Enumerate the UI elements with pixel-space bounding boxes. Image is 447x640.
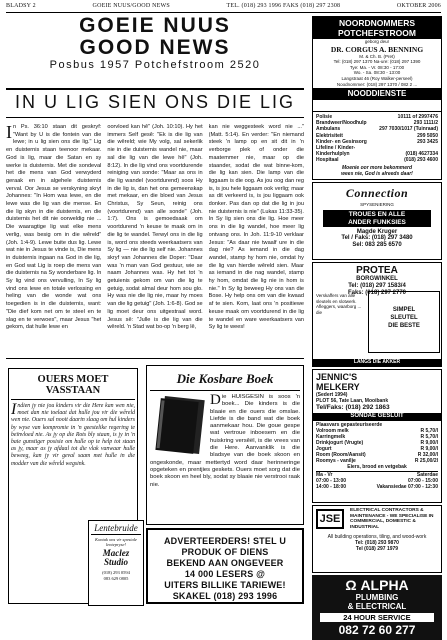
lentebruide-advert: [88, 520, 144, 606]
article-headline: IN U LIG SIEN ONS DIE LIG: [14, 92, 296, 112]
connection-advert: Connection SPYSENIERING TROUES EN ALLE ANDER FUNKSIES Magde Kruger Tel / Faks: (018) 297 3480 Sel: 083 285 6570: [312, 182, 442, 260]
jse-logo: JSE: [316, 509, 344, 529]
page-number: BLADSY 2: [6, 3, 36, 9]
lente-studio-name: Maclez Studio: [102, 548, 130, 567]
table-note: Moenie oor more bekommerd wees nie, God is alreeds daar!: [341, 164, 413, 177]
connection-logo: Connection: [345, 186, 409, 200]
table-row: Ambulans 297 7030/1017 (Tuinraad): [316, 126, 438, 133]
dropcap: D: [210, 392, 221, 408]
alpha-logo: Ω ALPHA: [345, 577, 409, 593]
lente-sub: Kontak ons vir spesiale lentepryse!: [94, 537, 138, 547]
article-column-1: I n Ps. 36:10 staan dit geskryf: "Want by U is die fontein van die lewe; in u lig sien ons die lig." Lig en duisternis staan teenoor mekaar. God is lig, maar die Satan en sy werke is duisternis. Met die sondeval het die mens van God verwyderd geraak en in algehele duisternis verval. Oor Jesus se verskyning skryf Johannes: "In Hom was lewe, en die lewe was die lig van die mense. En die lig skyn in die duisternis, en die duisternis het dit nie oorweldig nie ... Die waaragtige lig wat elke mens verlig, was besig om in die wêreld" (Joh. 1:4-9). Lewe buite dus lig. Lewe wat nie in Jesus te vinde is, Die mens in duisternis ingaan na God in die lig, en God wat Lig is roep die mens van die duisternis na Sy wonderbare lig. In Sy lig vind ons vervulling, In Sy lig vind ons lewe en totale verlossing en heling van die wonde wat ons toegedien is in die duisternis, want: "Die dief kom net om te steel en te slag en te verwoes", maar Jesus "het gekom, dat hulle lewe en: [6, 124, 102, 331]
omega-icon: Ω: [345, 577, 357, 593]
noordnommers-head: NOORDNOMMERS POTCHEFSTROOM: [313, 17, 441, 39]
hours-header: Ma - Vr Saterdae: [316, 472, 438, 479]
page-header: [6, 3, 441, 13]
boek-body: Die HUISGESIN is soos 'n boek... Die kinders is die blaaie en die ouers die omslae. Liefde is die band wat die boek aanmekaar hou. Die goue gespe wat vertroue inboesem en die huiskring versêël, is die vrees van die Here. Aanvanklik is die bladsye van die boek skoon en ongeskonde, maar mettertyd word daar herinneringe opgeteken en prentjies geskets. Ouers moet sorg dat die boek skoon en heel bly, sodat sy blaaie nie verstrooi raak nie.: [150, 392, 300, 488]
alpha-plumbing-advert: Ω ALPHA PLUMBING & ELECTRICAL 24 HOUR SERVICE 082 72 60 277: [312, 575, 442, 640]
adverteerders-advert: ADVERTEERDERS! STEL U PRODUK OF DIENS BEKEND AAN ONGEVEER 14 000 LESERS @ UITERS BILLIKE TARIEWE! SKAKEL (018) 293 1996: [146, 528, 304, 604]
book-icon: [150, 394, 206, 456]
protea-description: Verskaffers van alle sleutels en slotwerk. Afleggers, waarborg ... die: [316, 293, 362, 315]
table-row: Polisie 10111 of 2997476: [316, 114, 438, 120]
price-row: Volroom melk R 5,70/l: [316, 427, 438, 434]
hours-row: 14:00 - 18:00 Vakansiedae 07:00 - 12:30: [316, 484, 438, 491]
table-row: Lifeline / Kinder-: [316, 145, 356, 152]
protea-advert: PROTEA BORGWINKEL Tel: (018) 297 1583/4 Faks: (018) 297 2770 Verskaffers van alle sleutels en slotwerk. Afleggers, waarborg ... die SIMPEL SLEUTEL DIE BESTE LANGS DIE AKKER: [312, 262, 442, 367]
dropcap: I: [11, 401, 17, 418]
article-column-3: kan nie weggesteek word nie ..." (Matt. 5:14). En verder: "En niemand steek 'n lamp op en sit dit in 'n verborge plek of onder die maatemmer nie, maar op die staander, sodat die wat binne-kom, die lig kan sien. Die lamp van die liggaam is die oog. As jou oog dan reg is, is jou hele liggaam ook verlig; maar as dit verkeerd is, is jou liggaam ook donker. Pas dan op dat die lig in jou nie duisternis is nie" (Lukas 11:33-35). In Sy lig sien ons die lig. Hoe meer ons in die lig wandel, hoe meer lig ontvang ons. In Joh. 11:9-10 verklaar Jesus: "As daar nie twaalf ure in die dag nie? As iemand in die dag wandel, stamp hy hom nie, omdat hy die lig van hierdie wêreld sien. Maar as iemand in die nag wandel, stamp hy hom, omdat die lig nie in hom is nie." In Sy lig beweeg Hy ons van die Bose. Hy help ons om van die kwaad af te sien. Kom, laat ons 'n positiewe keuse maak om voortdurend in die lig te wandel en ware weerkaatsers van Sy lig te wees!: [208, 124, 304, 331]
ouers-text: Indien jy nie jou kinders vir die Here kan wen nie, moet dan nie toelaat dat hulle jou vir die wêreld wen nie. Ouers sal nooit daarin slaag om hul kinders by wyse van kompromie in 'n geestelike regering te beïnvloed nie. As jy op die Rots bly staan, is jy in 'n baie gunstiger posisie om hulle op te help tot staan as jy, maar as jy afdaal tot die vlak vanwaar hulle beweeg, kan jy vir geval saam met hulle in die modder van die wêreld wegsink.: [11, 401, 135, 467]
connection-band: TROUES EN ALLE ANDER FUNKSIES: [323, 210, 431, 227]
nooddienste-head: NOODDIENSTE: [313, 88, 441, 100]
emergency-numbers-table: [312, 112, 442, 180]
article-body: [6, 124, 304, 356]
right-column: [312, 16, 442, 640]
paper-name: GOEIE NUUS/GOOD NEWS: [92, 3, 170, 9]
contact-numbers: TEL. (018) 293 1996 FAKS (018) 297 2308: [226, 3, 341, 9]
price-row: Jogurt R 9,00/l: [316, 445, 438, 452]
dropcap: I: [6, 124, 12, 142]
price-row: Karringmelk R 5,70/l: [316, 433, 438, 440]
doctor-name: DR. CORGUS A. BENNING: [330, 44, 424, 54]
table-row: Kinder- en Gesinsorg 293 3425: [316, 138, 438, 145]
masthead-title-afrikaans: GOEIE NUUS: [79, 14, 231, 37]
table-row: Kinderhulplyn (018) 4627334: [316, 151, 438, 158]
issue-date: OKTOBER 2006: [396, 3, 441, 9]
jse-advert: JSE ELECTRICAL CONTRACTORS & MAINTENANCE - WE SPECIALISE IN COMMERCIAL, DOMESTIC & INDUSTRIAL All building operations, tiling, and wood-work Tel: (018) 293 9870 Tel (018) 297 1979: [312, 505, 442, 573]
price-row: Room (Room/Aansit) R 32,00/l: [316, 451, 438, 458]
boek-title: Die Kosbare Boek: [150, 369, 300, 391]
masthead-address: Posbus 1957 Potchefstroom 2520: [49, 59, 261, 71]
divider: [6, 117, 304, 118]
masthead: [6, 15, 304, 72]
protea-title: PROTEA: [356, 265, 398, 276]
lente-phone: (018) 293 0594 083 629 0805: [102, 570, 130, 581]
protea-logo: SIMPEL SLEUTEL DIE BESTE: [368, 291, 440, 353]
divider: [6, 88, 304, 90]
table-row: Hospitaal (018) 293 4600: [316, 157, 438, 164]
masthead-title-english: GOOD NEWS: [79, 36, 231, 59]
table-row: Elektrisiteit 299 5050: [316, 132, 438, 139]
ouers-title: OUERS MOET VASSTAAN: [11, 371, 135, 400]
divider: [6, 358, 304, 359]
article-column-2: oorvloed kan hê" (Joh. 10:10). Hy het immers Self gesê: "Ek is die lig van die wêreld; wie My volg, sal sekerlik nie in die duisternis wandel nie, maar sal die lig van die lewe hê" (Joh. 8:12). In die lig vind ons voortdurende reiniging van sonde: "Maar as ons in die lig wandel (voortdurend) soos Hy in die lig is, dan het ons gemeenskap met mekaar, en die bloed van Jesus Christus, Sy Seun, reinig ons (voortdurend) van alle sonde" (Joh. 1:7). Ons is gemoedsaak om voortdurend 'n keuse te maak om in die lig te wandel. Terwyl ons in die lig is, word ons steeds weerkaatsers van Sy lig — nie die lig self nie. Johannes skryf van Johannes die Doper: "Daar was 'n man van God gestuur, wie se naam Johannes was. Hy het tot 'n getuienis gekom om van die lig te getuig, sodat almal deur hom sou glo. Hy was nie die lig nie, maar hy moes van die lig getuig" (Joh. 1:6-8). God se lig moet deur ons uitgestraal word. Jesus sê: "Julle is die lig van die wêreld. 'n Stad wat bo-op 'n berg lê,: [107, 124, 203, 331]
price-row: Drinkjogurt (Vrugte) R 9,00/l: [316, 439, 438, 446]
table-row: Brandweer/Noodhulp 293 1111/2: [316, 120, 438, 127]
hours-row: 07:00 - 13:00 07:00 - 15:00: [316, 478, 438, 485]
jennics-melkery-advert: JENNIC'S MELKERY (Sedert 1994) PLOT 56, Tate Laan, Mooibank Tel/Faks: (018) 292 1863 SONDAE GESLUIT Plaasvars gepasteuriseerde Volroom melk R 5,70/l Karringmelk R 5,70/l Drinkjogurt (Vrugte) R 9,00/l Jogurt R 9,00/l Room (Room/Aansit) R 32,00/l Roomys - vanilje R 25,00/2l Eiers, brood en vetgebak Ma - Vr Saterdae 07:00 - 13:00 07:00 - 15:00 14:00 - 18:00 Vakansiedae 07:00 - 12:30: [312, 369, 442, 503]
lente-title: Lentebruide: [91, 523, 141, 535]
price-row: Roomys - vanilje R 25,00/2l: [316, 457, 438, 464]
jennic-title: JENNIC'S MELKERY: [316, 372, 360, 392]
noordnommers-box: NOORDNOMMERS POTCHEFSTROOM geborg deur DR. CORGUS A. BENNING M. & Ch. B. (Pret) Tel: (018) 297 1370 Na-ure: (018) 297 1390 Tye: Ma. - Vr. 08:30 - 17:00 Wo. - Sa. 08:30 - 13:00 Langstraat 46 (Roy Walker-perseel) Noodnommer: (018) 297 1370 / 082 2 ... NOODDIENSTE: [312, 16, 442, 112]
kosbare-boek-box: [146, 365, 304, 525]
